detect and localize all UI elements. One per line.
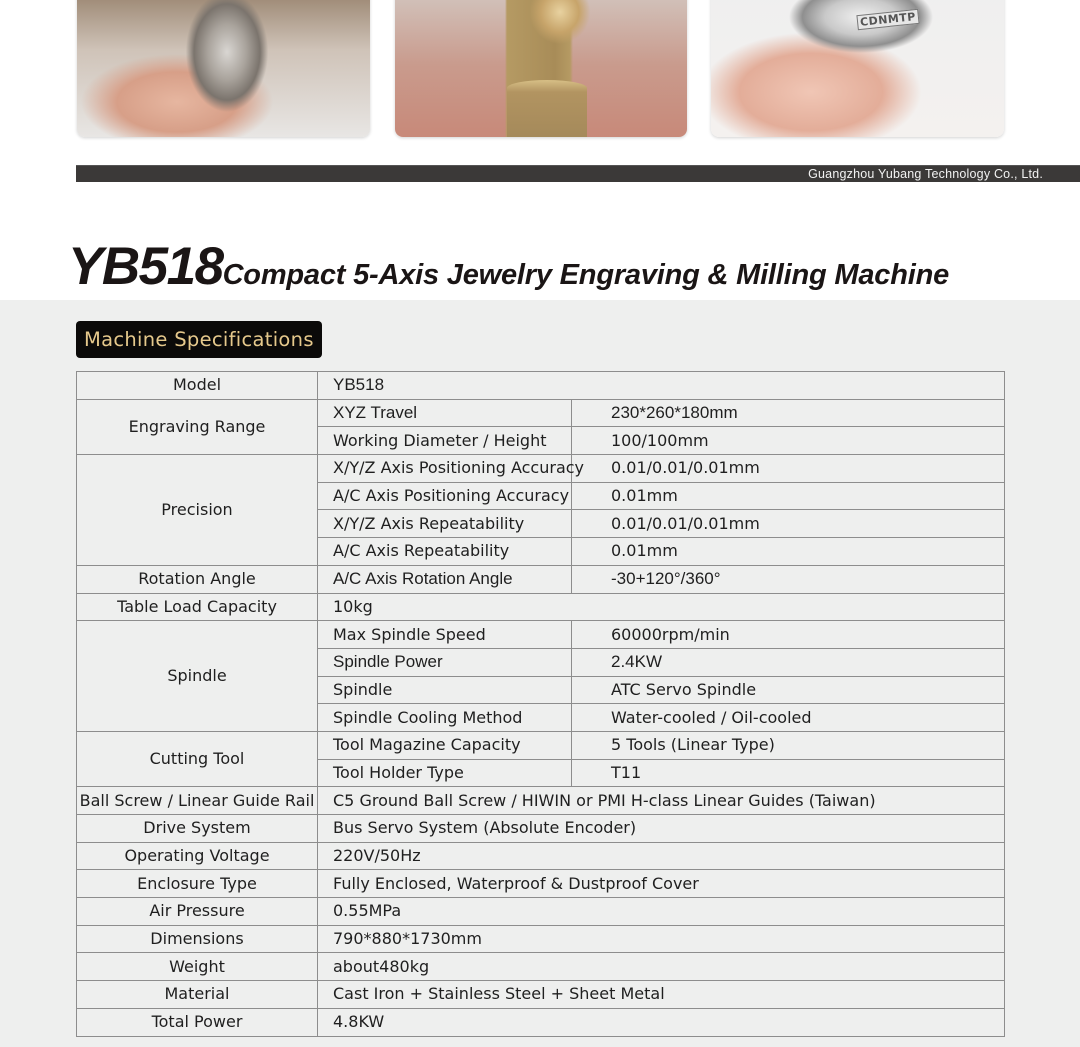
company-name: Guangzhou Yubang Technology Co., Ltd. — [808, 167, 1043, 181]
spec-category: Drive System — [77, 815, 318, 843]
spec-value: Fully Enclosed, Waterproof & Dustproof Cover — [318, 870, 1005, 898]
spec-sub-label: Spindle — [318, 676, 572, 704]
spec-row-material — [77, 981, 1005, 1009]
spec-value: 220V/50Hz — [318, 842, 1005, 870]
spec-category: Ball Screw / Linear Guide Rail — [77, 787, 318, 815]
spec-sub-label: Spindle Power — [318, 648, 572, 676]
product-subtitle: Compact 5-Axis Jewelry Engraving & Milling Machine — [222, 259, 950, 291]
spec-row-table-load — [77, 593, 1005, 621]
spec-category: Operating Voltage — [77, 842, 318, 870]
spec-value: Bus Servo System (Absolute Encoder) — [318, 815, 1005, 843]
product-photo-ring — [711, 0, 1004, 137]
spec-value: 790*880*1730mm — [318, 925, 1005, 953]
spec-sub-label: Tool Magazine Capacity — [318, 731, 572, 759]
spec-category: Dimensions — [77, 925, 318, 953]
spec-value: 100/100mm — [572, 427, 1005, 455]
spec-sub-label: X/Y/Z Axis Positioning Accuracy — [318, 455, 572, 483]
spec-value: ATC Servo Spindle — [572, 676, 1005, 704]
spec-category: Weight — [77, 953, 318, 981]
spec-row-air-pressure — [77, 898, 1005, 926]
spec-value: -30+120°/360° — [572, 565, 1005, 593]
spec-sub-label: A/C Axis Positioning Accuracy — [318, 482, 572, 510]
spec-sub-label: A/C Axis Rotation Angle — [318, 565, 572, 593]
spec-value: about480kg — [318, 953, 1005, 981]
spec-value: 4.8KW — [318, 1008, 1005, 1036]
spec-category: Material — [77, 981, 318, 1009]
spec-sub-label: Max Spindle Speed — [318, 621, 572, 649]
spec-sub-label: Tool Holder Type — [318, 759, 572, 787]
spec-category: Air Pressure — [77, 898, 318, 926]
spec-sub-label: Working Diameter / Height — [318, 427, 572, 455]
spec-value: 0.01/0.01/0.01mm — [572, 455, 1005, 483]
ring-engraving-text: CDNMTP — [856, 9, 919, 30]
spec-row-precision — [77, 455, 1005, 483]
spec-row-spindle — [77, 621, 1005, 649]
spec-category: Engraving Range — [77, 399, 318, 454]
specifications-table — [76, 371, 1005, 1037]
spec-row-drive-system — [77, 815, 1005, 843]
spec-row-total-power — [77, 1008, 1005, 1036]
spec-value: Water-cooled / Oil-cooled — [572, 704, 1005, 732]
company-bar — [76, 165, 1080, 182]
page-title — [68, 236, 949, 297]
spec-value: C5 Ground Ball Screw / HIWIN or PMI H-class Linear Guides (Taiwan) — [318, 787, 1005, 815]
spec-row-operating-voltage — [77, 842, 1005, 870]
spec-row-cutting-tool — [77, 731, 1005, 759]
spec-row-rotation-angle — [77, 565, 1005, 593]
spec-row-engraving-range — [77, 399, 1005, 427]
spec-value: 0.01mm — [572, 538, 1005, 566]
spec-category: Cutting Tool — [77, 731, 318, 786]
spec-value: 0.55MPa — [318, 898, 1005, 926]
spec-category: Table Load Capacity — [77, 593, 318, 621]
spec-value: T11 — [572, 759, 1005, 787]
spec-sub-label: A/C Axis Repeatability — [318, 538, 572, 566]
spec-row-ball-screw — [77, 787, 1005, 815]
spec-value: Cast Iron + Stainless Steel + Sheet Metal — [318, 981, 1005, 1009]
spec-category: Spindle — [77, 621, 318, 732]
spec-category: Model — [77, 372, 318, 400]
spec-value: 60000rpm/min — [572, 621, 1005, 649]
spec-category: Enclosure Type — [77, 870, 318, 898]
spec-value: 230*260*180mm — [572, 399, 1005, 427]
spec-value: 0.01mm — [572, 482, 1005, 510]
spec-row-weight — [77, 953, 1005, 981]
spec-row-model — [77, 372, 1005, 400]
specifications-section — [0, 300, 1080, 1047]
spec-category: Precision — [77, 455, 318, 566]
specifications-badge: Machine Specifications — [76, 321, 322, 358]
product-photo-gold-figure — [395, 0, 687, 137]
spec-value: YB518 — [318, 372, 1005, 400]
spec-category: Total Power — [77, 1008, 318, 1036]
model-number-title: YB518 — [68, 237, 223, 296]
spec-sub-label: Spindle Cooling Method — [318, 704, 572, 732]
spec-value: 10kg — [318, 593, 1005, 621]
spec-sub-label: X/Y/Z Axis Repeatability — [318, 510, 572, 538]
spec-value: 2.4KW — [572, 648, 1005, 676]
spec-sub-label: XYZ Travel — [318, 399, 572, 427]
spec-category: Rotation Angle — [77, 565, 318, 593]
spec-value: 0.01/0.01/0.01mm — [572, 510, 1005, 538]
product-photo-strip — [0, 0, 1080, 140]
spec-row-dimensions — [77, 925, 1005, 953]
product-photo-dragon-pendant — [77, 0, 370, 137]
spec-row-enclosure-type — [77, 870, 1005, 898]
spec-value: 5 Tools (Linear Type) — [572, 731, 1005, 759]
